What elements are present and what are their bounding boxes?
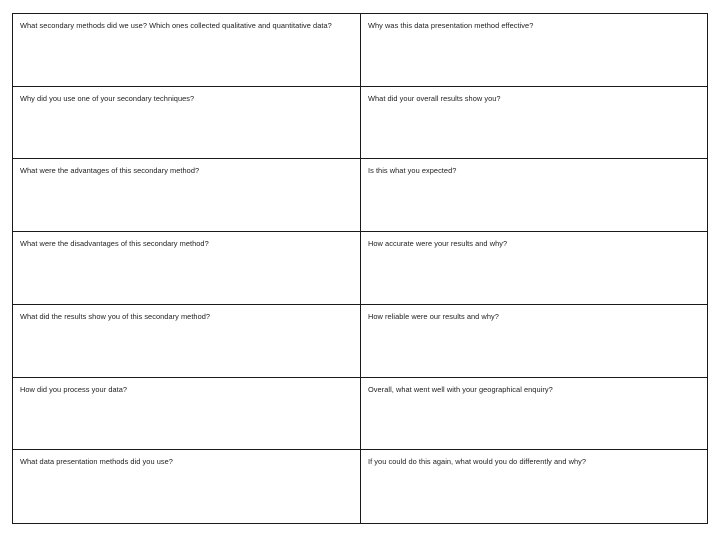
question-cell: [361, 378, 707, 451]
question-prompt: What data presentation methods did you use?: [20, 457, 173, 467]
question-cell: [13, 14, 361, 87]
question-prompt: What did the results show you of this secondary method?: [20, 311, 211, 321]
answer-area[interactable]: [13, 396, 360, 450]
question-cell: [13, 159, 361, 232]
question-prompt: Why did you use one of your secondary techniques?: [20, 93, 195, 103]
answer-area[interactable]: [13, 323, 360, 377]
question-cell: [361, 87, 707, 160]
question-cell: [361, 14, 707, 87]
question-cell: [361, 450, 707, 523]
question-prompt: Is this what you expected?: [368, 166, 457, 176]
question-prompt: How reliable were our results and why?: [368, 311, 499, 321]
question-cell: [13, 450, 361, 523]
question-prompt: What secondary methods did we use? Which ones collected qualitative and quantitative data?: [20, 21, 332, 30]
question-prompt: What were the disadvantages of this secondary method?: [20, 239, 209, 249]
question-cell: [13, 305, 361, 378]
answer-area[interactable]: [361, 177, 707, 231]
answer-area[interactable]: [361, 250, 707, 304]
question-cell: [13, 87, 361, 160]
question-cell: [361, 232, 707, 305]
question-prompt: Why was this data presentation method effective?: [368, 21, 534, 30]
question-cell: [13, 232, 361, 305]
answer-area[interactable]: [361, 323, 707, 377]
answer-area[interactable]: [361, 105, 707, 159]
question-prompt: Overall, what went well with your geographical enquiry?: [368, 384, 553, 394]
answer-area[interactable]: [13, 105, 360, 159]
question-prompt: What were the advantages of this secondary method?: [20, 166, 200, 176]
question-prompt: What did your overall results show you?: [368, 93, 501, 103]
answer-area[interactable]: [13, 468, 360, 523]
question-cell: [361, 305, 707, 378]
answer-area[interactable]: [13, 177, 360, 231]
question-prompt: How did you process your data?: [20, 384, 128, 394]
answer-area[interactable]: [361, 468, 707, 523]
answer-area[interactable]: [13, 250, 360, 304]
answer-area[interactable]: [361, 396, 707, 450]
answer-area[interactable]: [13, 32, 360, 86]
question-prompt: If you could do this again, what would you do differently and why?: [368, 457, 587, 467]
question-grid: [12, 13, 708, 524]
answer-area[interactable]: [361, 32, 707, 86]
question-cell: [13, 378, 361, 451]
question-prompt: How accurate were your results and why?: [368, 239, 508, 249]
question-cell: [361, 159, 707, 232]
